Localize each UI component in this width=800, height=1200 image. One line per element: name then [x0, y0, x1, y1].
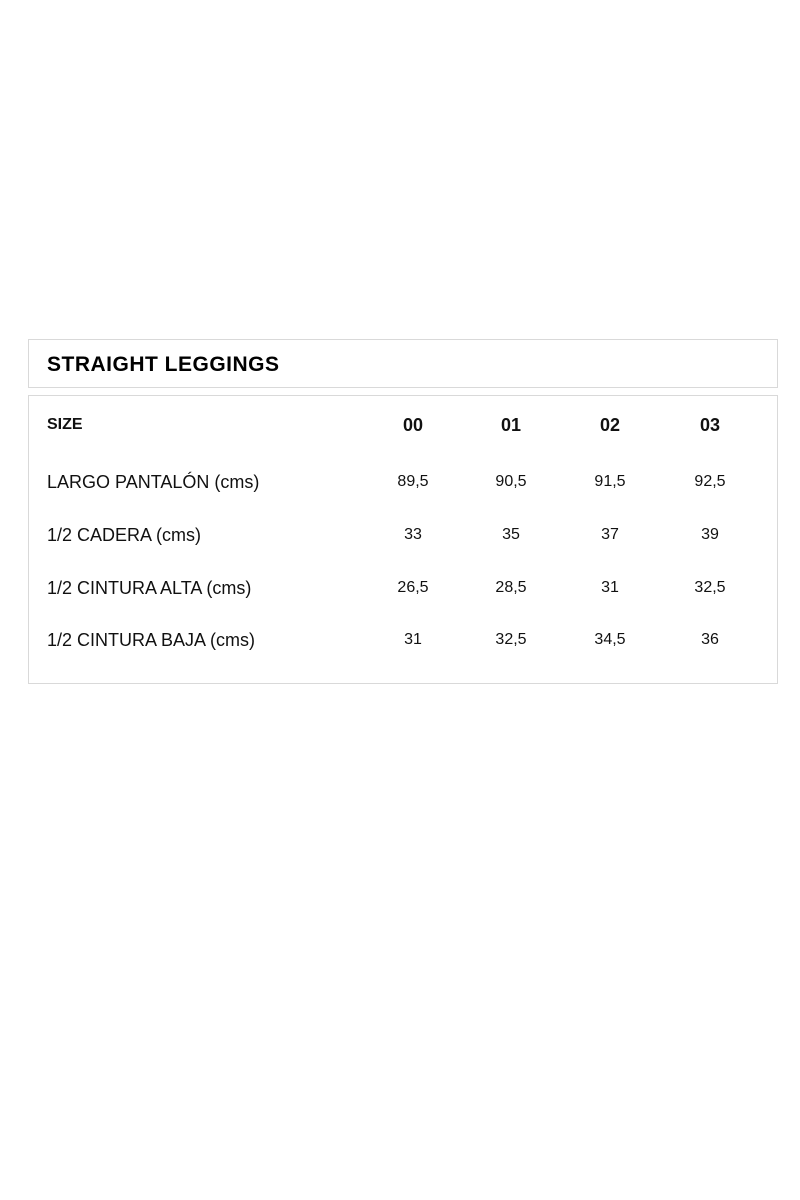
size-column-header: 03 [699, 415, 721, 435]
table-cell: 91,5 [594, 473, 626, 490]
table-cell: 34,5 [594, 631, 626, 648]
table-row [29, 470, 777, 494]
size-column-header: 02 [599, 415, 621, 435]
table-cell: 36 [701, 631, 719, 648]
title-box [28, 339, 778, 388]
table-cell: 89,5 [397, 473, 429, 490]
table-cell: 33 [404, 526, 422, 543]
table-cell: 32,5 [694, 579, 726, 596]
table-cell: 37 [601, 526, 619, 543]
table-row [29, 576, 777, 600]
table-header-row [29, 413, 777, 437]
row-label: 1/2 CINTURA ALTA (cms) [47, 578, 252, 598]
table-cell: 90,5 [495, 473, 527, 490]
row-label: 1/2 CINTURA BAJA (cms) [47, 630, 256, 650]
table-cell: 31 [404, 631, 422, 648]
size-column-header: 00 [402, 415, 424, 435]
table-cell: 39 [701, 526, 719, 543]
page-title: STRAIGHT LEGGINGS [47, 353, 280, 376]
row-label: 1/2 CADERA (cms) [47, 525, 202, 545]
size-table [28, 395, 778, 684]
table-cell: 32,5 [495, 631, 527, 648]
table-row [29, 628, 777, 652]
row-label: LARGO PANTALÓN (cms) [47, 472, 260, 492]
size-column-header: 01 [500, 415, 522, 435]
table-cell: 31 [601, 579, 619, 596]
table-cell: 35 [502, 526, 520, 543]
table-cell: 28,5 [495, 579, 527, 596]
table-cell: 92,5 [694, 473, 726, 490]
table-row [29, 523, 777, 547]
table-cell: 26,5 [397, 579, 429, 596]
size-header-label: SIZE [47, 416, 83, 433]
